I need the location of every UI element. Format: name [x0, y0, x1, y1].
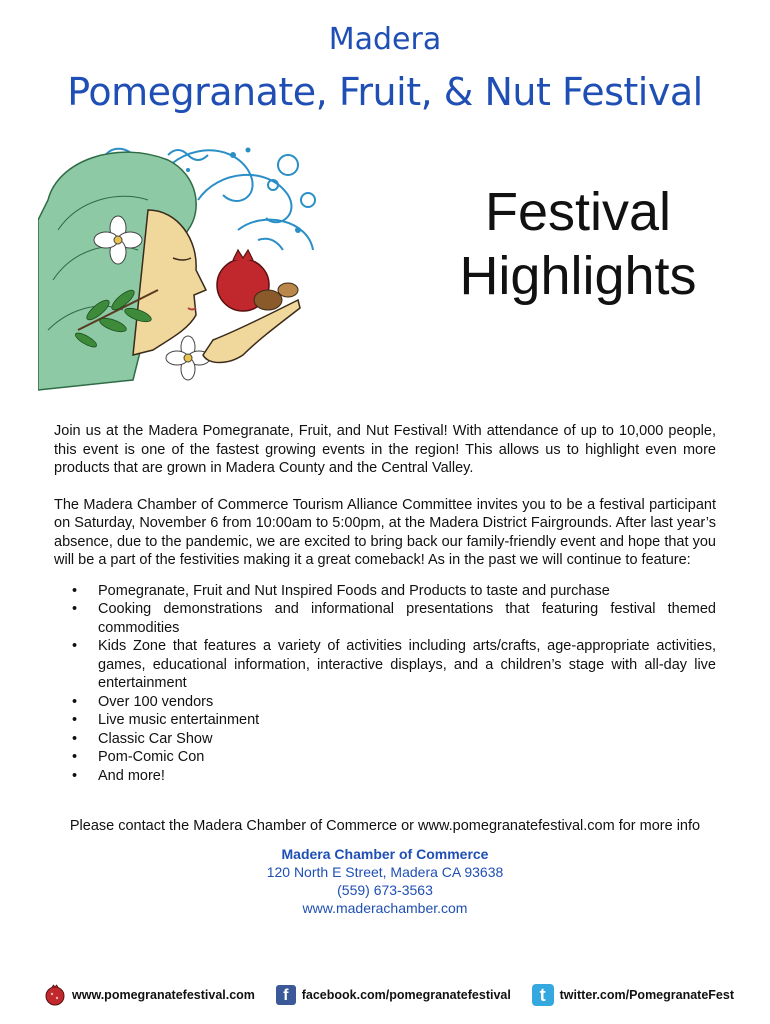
contact-line: Please contact the Madera Chamber of Commerce or www.pomegranatefestival.com for more info [69, 818, 701, 834]
header-kicker: Madera [328, 22, 442, 57]
invite-paragraph: The Madera Chamber of Commerce Tourism Alliance Committee invites you to be a festival participant on Saturday, November 6 from 10:00am to 5:00pm, at the Madera District Fairgrounds. After last year’s absence, due to the pandemic, we are excited to bring back our family-friendly event and hope that you will be a part of the festivities making it a great comeback! As in the past we will continue to feature: [54, 496, 716, 568]
list-item: • Pomegranate, Fruit and Nut Inspired Foods and Products to taste and purchase [98, 582, 716, 601]
pomegranate-icon [44, 984, 66, 1006]
page-title: Pomegranate, Fruit, & Nut Festival [67, 70, 703, 114]
list-item: • Over 100 vendors [98, 693, 716, 712]
list-item: • And more! [98, 767, 716, 786]
footer-site-link[interactable] [44, 984, 255, 1006]
festival-illustration [38, 140, 338, 410]
list-item: • Cooking demonstrations and informational presentations that featuring festival themed commodities [98, 600, 716, 637]
chamber-phone: (559) 673-3563 [337, 882, 433, 898]
footer [44, 980, 734, 1010]
footer-facebook-text: facebook.com/pomegranatefestival [301, 988, 511, 1002]
list-item: • Pom-Comic Con [98, 748, 716, 767]
feature-list [54, 582, 716, 786]
footer-site-text: www.pomegranatefestival.com [72, 988, 255, 1002]
footer-twitter-link[interactable] [532, 984, 734, 1006]
highlights-line-1: Festival [484, 182, 672, 242]
list-item: • Live music entertainment [98, 711, 716, 730]
highlights-line-2: Highlights [459, 246, 697, 306]
chamber-name: Madera Chamber of Commerce [281, 846, 489, 862]
list-item: • Classic Car Show [98, 730, 716, 749]
body-text [54, 422, 716, 785]
facebook-icon: f [276, 985, 296, 1005]
chamber-address: 120 North E Street, Madera CA 93638 [266, 864, 504, 880]
footer-twitter-text: twitter.com/PomegranateFest [559, 988, 734, 1002]
footer-facebook-link[interactable] [276, 985, 511, 1005]
chamber-website[interactable]: www.maderachamber.com [302, 900, 468, 916]
twitter-icon: t [532, 984, 554, 1006]
list-item: • Kids Zone that features a variety of activities including arts/crafts, age-appropriate activities, games, educational information, interactive displays, and a children’s stage with all-day live entertainment [98, 637, 716, 693]
festival-highlights-heading [448, 180, 708, 308]
chamber-info [0, 845, 770, 917]
intro-paragraph: Join us at the Madera Pomegranate, Fruit, and Nut Festival! With attendance of up to 10,000 people, this event is one of the fastest growing events in the region! This allows us to highlight even more products that are grown in Madera County and the Central Valley. [54, 423, 716, 476]
